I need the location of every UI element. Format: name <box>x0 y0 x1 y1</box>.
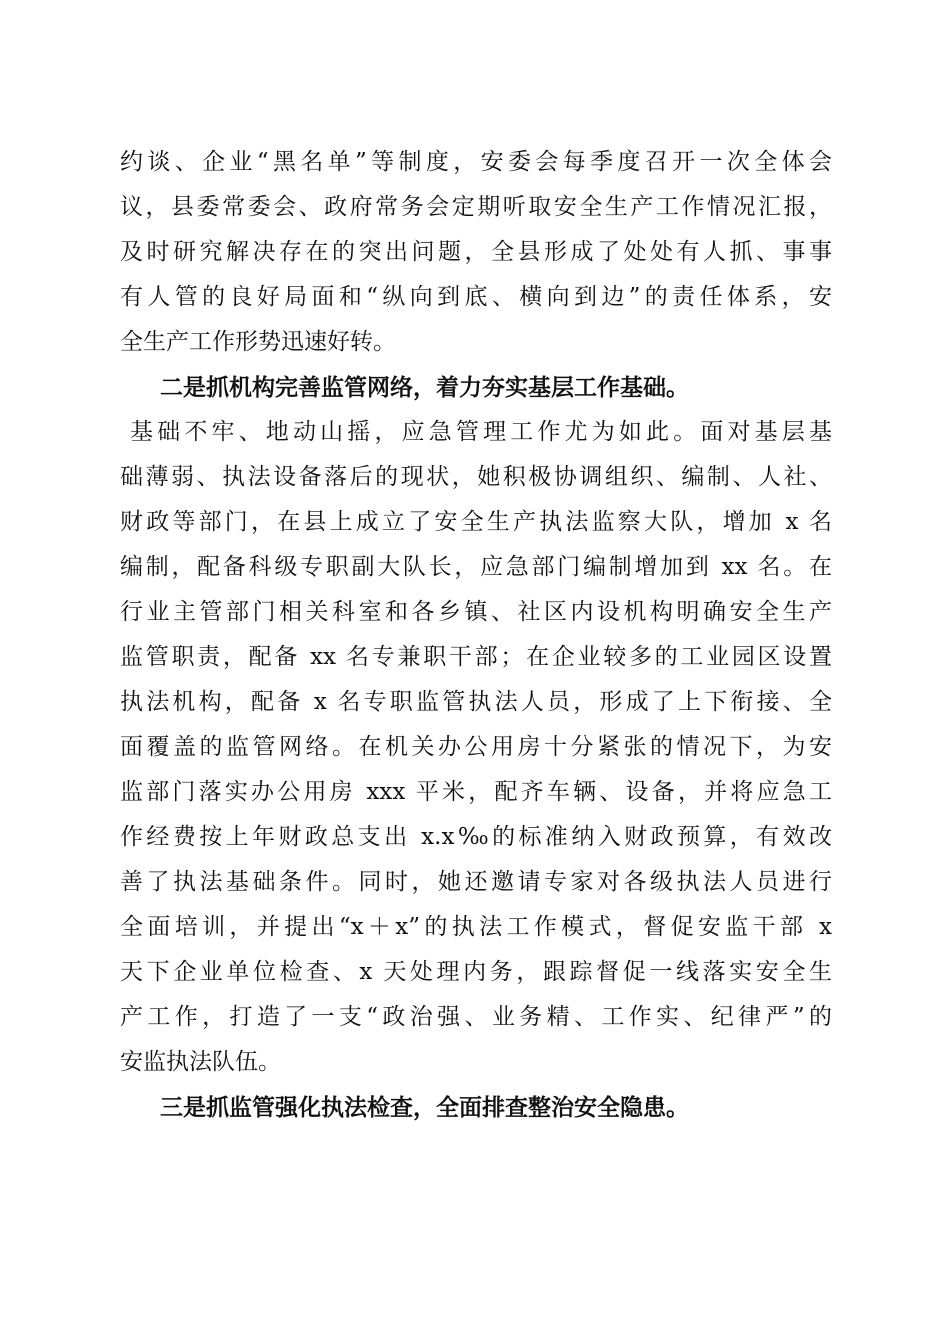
section-heading <box>120 365 832 410</box>
text-line: 执法机构，配备 x 名专职监管执法人员，形成了上下衔接、全 <box>120 689 832 715</box>
text-line: 约谈、企业“黑名单”等制度，安委会每季度召开一次全体会 <box>120 149 832 175</box>
text-line: 有人管的良好局面和“纵向到底、横向到边”的责任体系，安 <box>120 284 832 310</box>
text-line: 三是抓监管强化执法检查，全面排查整治安全隐患。 <box>160 1094 689 1121</box>
body-paragraph <box>120 410 832 1085</box>
text-line: 产工作，打造了一支“政治强、业务精、工作实、纪律严”的 <box>120 1004 832 1030</box>
section-heading <box>120 1085 832 1130</box>
text-line: 善了执法基础条件。同时，她还邀请专家对各级执法人员进行 <box>120 869 832 895</box>
text-line: 安监执法队伍。 <box>120 1049 281 1075</box>
text-line: 面覆盖的监管网络。在机关办公用房十分紧张的情况下，为安 <box>120 734 832 760</box>
text-line: 全面培训，并提出“x＋x”的执法工作模式，督促安监干部 x <box>120 914 832 940</box>
text-line: 财政等部门，在县上成立了安全生产执法监察大队，增加 x 名 <box>120 509 832 535</box>
text-line: 监管职责，配备 xx 名专兼职干部；在企业较多的工业园区设置 <box>120 644 832 670</box>
text-line: 编制，配备科级专职副大队长，应急部门编制增加到 xx 名。在 <box>120 554 832 580</box>
text-line: 天下企业单位检查、x 天处理内务，跟踪督促一线落实安全生 <box>120 959 832 985</box>
text-line: 基础不牢、地动山摇，应急管理工作尤为如此。面对基层基 <box>130 419 832 445</box>
document-page <box>120 140 832 1130</box>
text-line: 及时研究解决存在的突出问题，全县形成了处处有人抓、事事 <box>120 239 832 265</box>
text-line: 行业主管部门相关科室和各乡镇、社区内设机构明确安全生产 <box>120 599 832 625</box>
text-line: 作经费按上年财政总支出 x.x‰的标准纳入财政预算，有效改 <box>120 824 832 850</box>
text-line: 全生产工作形势迅速好转。 <box>120 329 396 355</box>
text-line: 议，县委常委会、政府常务会定期听取安全生产工作情况汇报， <box>120 194 832 220</box>
text-line: 监部门落实办公用房 xxx 平米，配齐车辆、设备，并将应急工 <box>120 779 832 805</box>
text-line: 础薄弱、执法设备落后的现状，她积极协调组织、编制、人社、 <box>120 464 832 490</box>
text-line: 二是抓机构完善监管网络，着力夯实基层工作基础。 <box>160 374 689 401</box>
body-paragraph <box>120 140 832 365</box>
